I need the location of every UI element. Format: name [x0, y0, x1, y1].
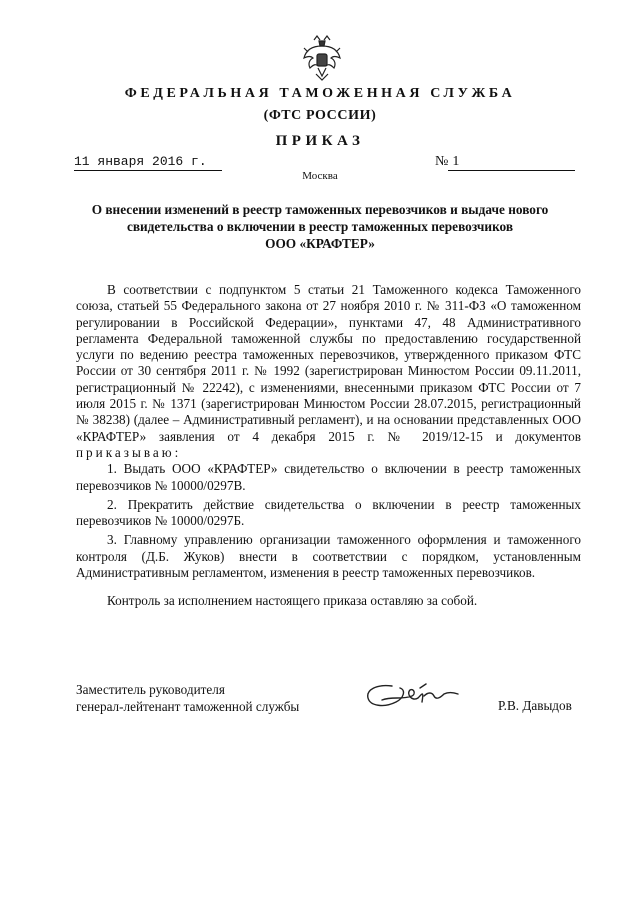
- order-body: [76, 282, 581, 610]
- order-item-2: 2. Прекратить действие свидетельства о включении в реестр таможенных перевозчиков № 10000/0297Б.: [76, 496, 581, 529]
- order-date-field: [74, 154, 222, 171]
- order-word: приказываю:: [76, 444, 182, 460]
- signer-name: Р.В. Давыдов: [498, 698, 572, 713]
- signer-position-line: генерал-лейтенант таможенной службы: [76, 699, 300, 714]
- order-number: 1: [448, 154, 575, 171]
- signer-position: [76, 681, 299, 715]
- document-type-title: ПРИКАЗ: [275, 133, 365, 149]
- order-item-3: 3. Главному управлению организации таможенного оформления и таможенного контроля (Д.Б. Жуков) внести в соответствии с порядком, установленным Административным регламентом, изменения в реестр таможенных перевозчиков.: [76, 532, 581, 581]
- coat-of-arms-emblem: [302, 34, 342, 82]
- signer-position-line: Заместитель руководителя: [76, 682, 225, 697]
- preamble-paragraph: [76, 282, 581, 461]
- subject-line: О внесении изменений в реестр таможенных перевозчиков и выдаче нового: [91, 202, 549, 217]
- order-subject: [60, 201, 580, 252]
- order-number-field: [435, 154, 575, 171]
- order-item-1: 1. Выдать ООО «КРАФТЕР» свидетельство о включении в реестр таможенных перевозчиков № 10000/0297В.: [76, 461, 581, 493]
- control-clause: Контроль за исполнением настоящего приказа оставляю за собой.: [107, 593, 478, 609]
- handwritten-signature: [362, 676, 466, 714]
- agency-abbreviation: (ФТС РОССИИ): [263, 108, 377, 123]
- preamble-text: В соответствии с подпунктом 5 статьи 21 Таможенного кодекса Таможенного союза, статьей 55 Федерального закона от 27 ноября 2010 г. № 311-ФЗ «О таможенном регулировании в Российской Федерации», пунктами 47, 48 Административного регламента Федеральной таможенной службы по предоставлению государственной услуги по ведению реестра таможенных перевозчиков, утвержденного приказом ФТС России от 30 сентября 2011 г. № 1992 (зарегистрирован Минюстом России 09.11.2011, регистрационный № 22242), с изменениями, внесенными приказом ФТС России от 7 июля 2015 г. № 1371 (зарегистрирован Минюстом России 28.07.2015, регистрационный № 38238) (далее – Административный регламент), и на основании представленных ООО «КРАФТЕР» заявления от 4 декабря 2015 г. № 2019/12-15 и документов: [76, 282, 581, 444]
- order-number-label: №: [435, 154, 449, 169]
- order-date: 11 января 2016 г.: [74, 154, 207, 169]
- subject-line: свидетельства о включении в реестр таможенных перевозчиков: [126, 219, 514, 234]
- subject-line: ООО «КРАФТЕР»: [265, 236, 375, 251]
- issue-city: Москва: [302, 170, 338, 182]
- agency-name: ФЕДЕРАЛЬНАЯ ТАМОЖЕННАЯ СЛУЖБА: [124, 86, 516, 101]
